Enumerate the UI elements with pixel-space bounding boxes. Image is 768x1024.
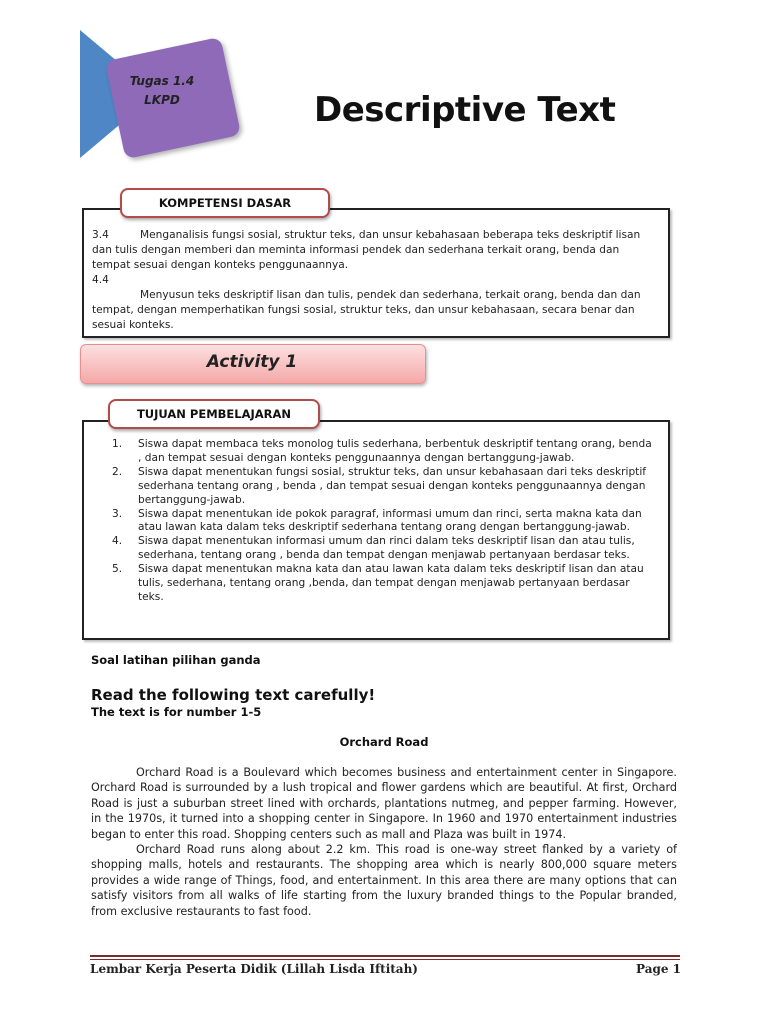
kompetensi-num-2: 4.4 xyxy=(92,274,109,286)
page-title: Descriptive Text xyxy=(314,90,616,130)
list-item-number: 4. xyxy=(112,535,123,548)
footer-rule-thin xyxy=(90,959,680,960)
badge-line-2: LKPD xyxy=(144,93,180,107)
kompetensi-item-text-2: Menyusun teks deskriptif lisan dan tulis, pendek dan sederhana, terkait orang, benda dan dan tempat, dengan memperhatikan fungsi sosial, struktur teks, dan unsur kebahasaan, secara benar dan sesuai konteks. xyxy=(92,289,641,331)
instruction-heading: Read the following text carefully! xyxy=(91,686,376,704)
article-body xyxy=(91,765,677,919)
page-number: Page 1 xyxy=(636,962,682,976)
list-item-text: Siswa dapat menentukan informasi umum dan rinci dalam teks deskriptif lisan dan atau tulis, sederhana, tentang orang , benda dan tempat dengan menjawab pertanyaan berdasar teks. xyxy=(138,535,635,562)
task-badge-label xyxy=(122,72,202,110)
list-item-number: 2. xyxy=(112,465,123,478)
tujuan-tab: TUJUAN PEMBELAJARAN xyxy=(108,399,320,429)
footer-author: Lembar Kerja Peserta Didik (Lillah Lisda Iftitah) xyxy=(90,962,418,976)
list-item xyxy=(112,563,652,605)
list-item xyxy=(112,508,652,536)
kompetensi-text-block xyxy=(92,228,658,333)
kompetensi-num-1: 3.4 xyxy=(92,229,109,241)
instruction-subheading: The text is for number 1-5 xyxy=(91,705,262,719)
list-item xyxy=(112,438,652,466)
list-item-number: 1. xyxy=(112,438,123,450)
activity-label: Activity 1 xyxy=(206,352,298,372)
list-item xyxy=(112,535,652,563)
list-item-text: Siswa dapat membaca teks monolog tulis sederhana, berbentuk deskriptif tentang orang, benda , dan tempat sesuai dengan konteks penggunaannya dengan bertanggung-jawab. xyxy=(138,438,652,464)
badge-line-1: Tugas 1.4 xyxy=(129,74,195,88)
kompetensi-tab: KOMPETENSI DASAR xyxy=(120,188,330,218)
list-item-number: 5. xyxy=(112,563,123,576)
list-item-text: Siswa dapat menentukan fungsi sosial, struktur teks, dan unsur kebahasaan dari teks deskriptif sederhana tentang orang , benda , dan tempat sesuai dengan konteks penggunaannya dengan bertanggung-jawab. xyxy=(138,465,646,506)
article-title: Orchard Road xyxy=(339,735,429,749)
list-item-text: Siswa dapat menentukan ide pokok paragraf, informasi umum dan rinci, serta makna kata dan atau lawan kata dalam teks deskriptif sederhana tentang orang dengan bertanggung-jawab. xyxy=(138,507,642,534)
list-item-number: 3. xyxy=(112,507,123,520)
tujuan-list xyxy=(112,438,652,605)
exercise-heading: Soal latihan pilihan ganda xyxy=(91,653,261,667)
list-item xyxy=(112,466,652,508)
article-paragraph-1: Orchard Road is a Boulevard which becomes business and entertainment center in Singapore. Orchard Road is surrounded by a lush tropical and flower gardens which are beautiful. At first, Orchard Road is just a suburban street lined with orchards, plantations nutmeg, and pepper farming. However, in the 1970s, it turned into a shopping center in Singapore. In 1960 and 1970 entertainment industries began to enter this road. Shopping centers such as mall and Plaza was built in 1974. xyxy=(91,766,677,841)
kompetensi-item-text-1: Menganalisis fungsi sosial, struktur teks, dan unsur kebahasaan beberapa teks deskriptif lisan dan tulis dengan memberi dan meminta informasi pendek dan sederhana terkait orang, benda dan tempat sesuai dengan konteks penggunaannya. xyxy=(92,229,641,271)
list-item-text: Siswa dapat menentukan makna kata dan atau lawan kata dalam teks deskriptif lisan dan atau tulis, sederhana, tentang orang ,benda, dan tempat dengan menjawab pertanyaan berdasar teks. xyxy=(138,563,644,603)
footer-rule xyxy=(90,955,680,957)
article-paragraph-2: Orchard Road runs along about 2.2 km. This road is one-way street flanked by a variety of shopping malls, hotels and restaurants. The shopping area which is nearly 800,000 square meters provides a wide range of Things, food, and entertainment. In this area there are many options that can satisfy visitors from all walks of life starting from the luxury branded things to the Popular branded, from exclusive restaurants to fast food. xyxy=(91,843,677,918)
